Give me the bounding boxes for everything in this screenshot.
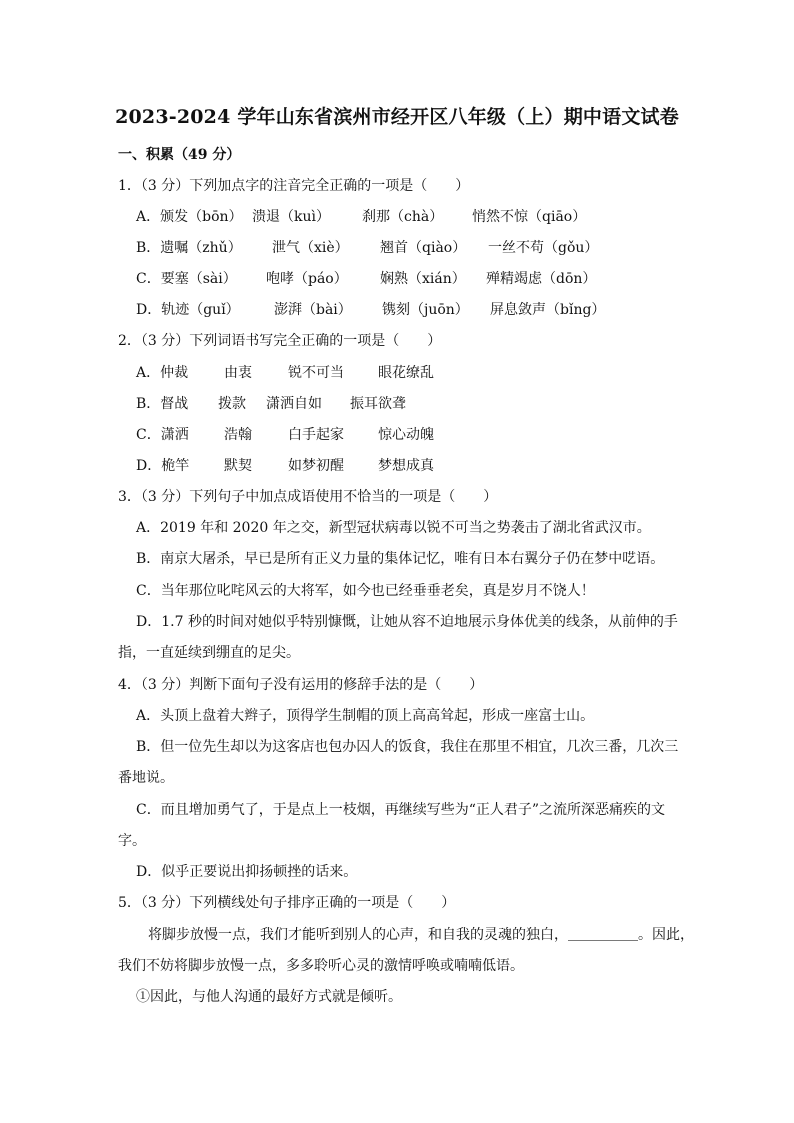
- option-text: 梦想成真: [378, 458, 434, 474]
- question-4-option-c-continued: 字。: [118, 833, 146, 849]
- question-3-option-a: A．2019 年和 2020 年之交，新型冠状病毒以锐不可当之势袭击了湖北省武汉市。: [136, 520, 651, 536]
- option-text: C．要塞（sài）: [136, 271, 237, 287]
- question-2-option-c: [136, 426, 736, 444]
- question-3-option-b: B．南京大屠杀，早已是所有正义力量的集体记忆，唯有日本右翼分子仍在梦中呓语。: [136, 551, 665, 567]
- option-text: 屏息敛声（bǐng）: [490, 302, 606, 318]
- option-text: 默契: [224, 458, 252, 474]
- question-4-stem: 4．（3 分）判断下面句子没有运用的修辞手法的是（ ）: [118, 677, 484, 693]
- question-3-option-c: C．当年那位叱咤风云的大将军，如今也已经垂垂老矣，真是岁月不饶人！: [136, 583, 595, 599]
- question-3-stem: 3．（3 分）下列句子中加点成语使用不恰当的一项是（ ）: [118, 489, 498, 505]
- question-1-option-c: [136, 270, 736, 288]
- option-text: 泄气（xiè）: [272, 240, 349, 256]
- question-2-option-b: [136, 395, 736, 413]
- question-1-option-b: [136, 239, 736, 257]
- question-5-passage-continued: 我们不妨将脚步放慢一点，多多聆听心灵的激情呼唤或喃喃低语。: [118, 958, 524, 974]
- page-title: 2023-2024 学年山东省滨州市经开区八年级（上）期中语文试卷: [115, 106, 679, 128]
- option-text: C．潇洒: [136, 427, 189, 443]
- question-4-option-b-continued: 番地说。: [118, 770, 174, 786]
- option-text: 振耳欲聋: [350, 396, 406, 412]
- question-4-option-a: A．头顶上盘着大辫子，顶得学生制帽的顶上高高耸起，形成一座富士山。: [136, 708, 595, 724]
- question-4-option-d: D．似乎正要说出抑扬顿挫的话来。: [136, 864, 358, 880]
- option-text: 刹那（chà）: [362, 209, 444, 225]
- option-text: 娴熟（xián）: [380, 271, 466, 287]
- option-text: 悄然不惊（qiāo）: [472, 209, 587, 225]
- option-text: 翘首（qiào）: [380, 240, 467, 256]
- option-text: 殚精竭虑（dōn）: [486, 271, 597, 287]
- option-text: 惊心动魄: [378, 427, 434, 443]
- question-1-option-a: [136, 208, 736, 226]
- question-3-option-d-continued: 指，一直延续到绷直的足尖。: [118, 645, 300, 661]
- question-4-option-c: C．而且增加勇气了，于是点上一枝烟，再继续写些为“正人君子”之流所深恶痛疾的文: [136, 802, 666, 818]
- option-text: 拨款: [218, 396, 246, 412]
- option-text: A．仲裁: [136, 365, 189, 381]
- option-text: 锐不可当: [288, 365, 344, 381]
- section-heading: 一、积累（49 分）: [118, 147, 241, 163]
- option-text: 浩翰: [224, 427, 252, 443]
- question-5-stem: 5．（3 分）下列横线处句子排序正确的一项是（ ）: [118, 895, 456, 911]
- option-text: B．遗嘱（zhǔ）: [136, 240, 242, 256]
- question-2-stem: 2．（3 分）下列词语书写完全正确的一项是（ ）: [118, 333, 442, 349]
- question-1-stem: 1．（3 分）下列加点字的注音完全正确的一项是（ ）: [118, 178, 470, 194]
- question-4-option-b: B．但一位先生却以为这客店也包办囚人的饭食，我住在那里不相宜，几次三番，几次三: [136, 739, 679, 755]
- option-text: 镌刻（juōn）: [382, 302, 469, 318]
- question-5-item-1: ①因此，与他人沟通的最好方式就是倾听。: [136, 989, 402, 1005]
- option-text: 如梦初醒: [288, 458, 344, 474]
- option-text: 潇洒自如: [266, 396, 322, 412]
- option-text: 溃退（kuì）: [252, 209, 330, 225]
- option-text: D．轨迹（guǐ）: [136, 302, 240, 318]
- question-5-passage: 将脚步放慢一点，我们才能听到别人的心声，和自我的灵魂的独白，＿＿＿＿＿。因此，: [148, 927, 694, 943]
- option-text: D．桅竿: [136, 458, 190, 474]
- option-text: 白手起家: [288, 427, 344, 443]
- option-text: 一丝不苟（gǒu）: [488, 240, 599, 256]
- option-text: 咆哮（páo）: [266, 271, 348, 287]
- question-2-option-d: [136, 457, 736, 475]
- option-text: 眼花缭乱: [378, 365, 434, 381]
- option-text: B．督战: [136, 396, 189, 412]
- question-1-option-d: [136, 301, 736, 319]
- question-3-option-d: D．1.7 秒的时间对她似乎特别慷慨，让她从容不迫地展示身体优美的线条，从前伸的手: [136, 614, 678, 630]
- option-text: 澎湃（bài）: [274, 302, 352, 318]
- option-text: A．颁发（bōn）: [136, 209, 243, 225]
- question-2-option-a: [136, 364, 736, 382]
- option-text: 由衷: [224, 365, 252, 381]
